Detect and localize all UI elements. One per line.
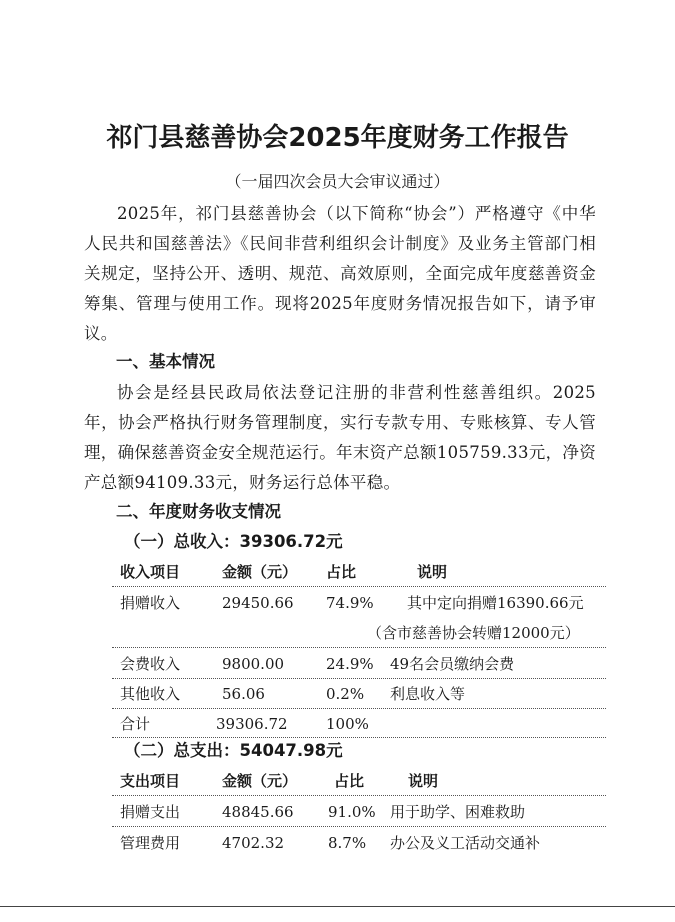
cell-item: 捐赠收入 — [120, 594, 181, 612]
cell-note: 49名会员缴纳会费 — [390, 655, 515, 673]
cell-note: 其中定向捐赠16390.66元 — [407, 594, 584, 612]
cell-item: 其他收入 — [120, 685, 181, 703]
table-row — [112, 830, 606, 856]
cell-share: 24.9% — [326, 655, 374, 673]
cell-share: 8.7% — [328, 834, 367, 852]
table-row — [112, 590, 606, 616]
report-subtitle: （一届四次会员大会审议通过） — [225, 172, 450, 191]
expense-heading: （二）总支出：54047.98元 — [124, 741, 343, 760]
table-divider — [112, 708, 606, 709]
income-heading: （一）总收入：39306.72元 — [124, 532, 343, 551]
cell-item: 管理费用 — [120, 834, 181, 852]
section-heading-basic: 一、基本情况 — [116, 352, 215, 371]
cell-note: 用于助学、困难救助 — [390, 803, 526, 821]
cell-item: 会费收入 — [120, 655, 181, 673]
header-note: 说明 — [408, 772, 439, 790]
header-item: 支出项目 — [120, 772, 181, 790]
cell-amount: 48845.66 — [222, 803, 294, 821]
cell-note: 办公及义工活动交通补 — [390, 834, 541, 852]
expense-table-header — [112, 768, 606, 794]
cell-note-continued: （含市慈善协会转赠12000元） — [367, 624, 580, 642]
table-divider — [112, 586, 606, 587]
table-row — [112, 651, 606, 677]
table-divider — [112, 647, 606, 648]
cell-item: 合计 — [120, 715, 151, 733]
page-title: 祁门县慈善协会2025年度财务工作报告 — [106, 123, 569, 153]
cell-amount: 4702.32 — [222, 834, 285, 852]
cell-share: 100% — [326, 715, 369, 733]
cell-share: 91.0% — [328, 803, 376, 821]
page-bottom-rule — [0, 906, 675, 907]
header-item: 收入项目 — [120, 563, 181, 581]
table-row — [112, 681, 606, 707]
cell-share: 74.9% — [326, 594, 374, 612]
income-table-header — [112, 559, 606, 585]
basic-info-paragraph: 协会是经县民政局依法登记注册的非营利性慈善组织。2025年，协会严格执行财务管理制度，实行专款专用、专账核算、专人管理，确保慈善资金安全规范运行。年末资产总额105759.33元，净资产总额94109.33元，财务运行总体平稳。 — [84, 383, 596, 492]
table-row-total — [112, 711, 606, 737]
cell-item: 捐赠支出 — [120, 803, 181, 821]
header-share: 占比 — [334, 772, 365, 790]
cell-amount: 29450.66 — [222, 594, 294, 612]
cell-share: 0.2% — [326, 685, 365, 703]
table-row — [112, 799, 606, 825]
table-divider — [112, 678, 606, 679]
header-note: 说明 — [417, 563, 448, 581]
cell-amount: 39306.72 — [216, 715, 288, 733]
intro-paragraph: 2025年，祁门县慈善协会（以下简称“协会”）严格遵守《中华人民共和国慈善法》《民间非营利组织会计制度》及业务主管部门相关规定，坚持公开、透明、规范、高效原则，全面完成年度慈善资金筹集、管理与使用工作。现将2025年度财务情况报告如下，请予审议。 — [84, 204, 596, 343]
table-divider — [112, 795, 606, 796]
header-share: 占比 — [326, 563, 357, 581]
cell-amount: 56.06 — [222, 685, 265, 703]
section-heading-finance: 二、年度财务收支情况 — [116, 502, 281, 521]
header-amount: 金额（元） — [222, 772, 298, 790]
cell-amount: 9800.00 — [222, 655, 285, 673]
table-divider — [112, 826, 606, 827]
header-amount: 金额（元） — [222, 563, 298, 581]
cell-note: 利息收入等 — [390, 685, 466, 703]
